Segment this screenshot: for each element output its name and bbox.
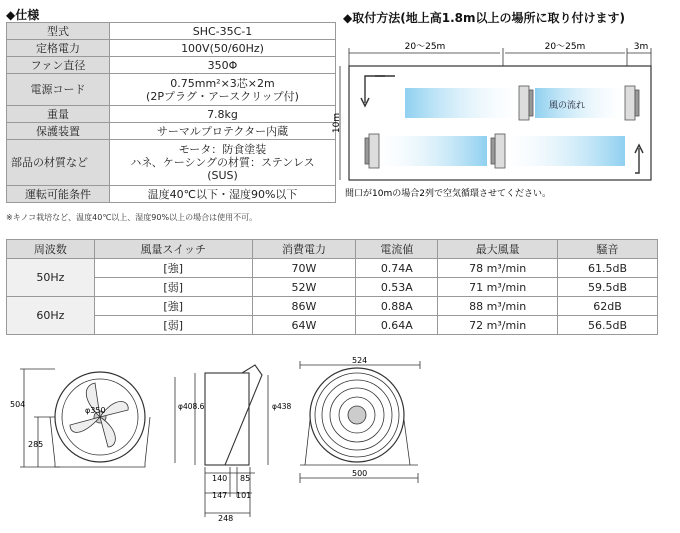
perf-table [6, 239, 658, 335]
table-row [7, 259, 658, 278]
spec-value: 7.8kg [110, 106, 336, 123]
spec-label: 運転可能条件 [7, 186, 110, 203]
spec-value [110, 74, 336, 106]
spec-value: 温度40℃以下・湿度90%以下 [110, 186, 336, 203]
mount-title: ◆取付方法(地上高1.8m以上の場所に取り付けます) [343, 11, 625, 25]
spec-title: ◆仕様 [6, 8, 40, 22]
spec-value-line: (2Pプラグ・アースクリップ付) [146, 89, 299, 103]
spec-value: SHC-35C-1 [110, 23, 336, 40]
dim-a: 20～25m [404, 42, 446, 52]
perf-header: 消費電力 [252, 240, 356, 259]
perf-cell: 88 m³/min [438, 297, 558, 316]
perf-cell: 64W [252, 316, 356, 335]
perf-cell: 0.53A [356, 278, 438, 297]
spec-label: 重量 [7, 106, 110, 123]
fan-icon [491, 138, 495, 164]
dim-c: 3m [633, 42, 649, 52]
flow-band [377, 136, 487, 166]
fan-icon [365, 138, 369, 164]
flow-band [505, 136, 625, 166]
front-view [20, 369, 150, 467]
perf-cell: 62dB [558, 297, 658, 316]
dim-side: 10m [332, 112, 342, 134]
fan-icon [519, 86, 529, 120]
spec-value: 100V(50/60Hz) [110, 40, 336, 57]
back-bottom-label: 500 [352, 469, 368, 478]
fan-icon [369, 134, 379, 168]
perf-cell: 52W [252, 278, 356, 297]
spec-table [6, 22, 336, 203]
spec-note: ※キノコ栽培など、温度40℃以上、湿度90%以上の場合は使用不可。 [6, 213, 258, 222]
spec-label: ファン直径 [7, 57, 110, 74]
spec-value [110, 140, 336, 186]
front-mid-label: 285 [28, 440, 44, 449]
spec-row [7, 74, 336, 106]
fan-icon [529, 90, 533, 116]
perf-cell: 72 m³/min [438, 316, 558, 335]
perf-header-row [7, 240, 658, 259]
perf-freq: 60Hz [7, 297, 95, 335]
front-diam-label: φ350 [85, 406, 106, 415]
perf-cell: [強] [94, 259, 252, 278]
perf-cell: 0.74A [356, 259, 438, 278]
spec-value-line: 0.75mm²×3芯×2m [170, 76, 275, 90]
back-top-label: 524 [352, 356, 368, 365]
perf-cell: 78 m³/min [438, 259, 558, 278]
dim-b: 20～25m [544, 42, 586, 52]
spec-value: 350Φ [110, 57, 336, 74]
spec-row [7, 40, 336, 57]
spec-value-line: ハネ、ケーシングの材質：ステンレス [130, 156, 315, 169]
side-w2-label: 85 [240, 474, 251, 483]
spec-label: 型式 [7, 23, 110, 40]
perf-cell: 0.88A [356, 297, 438, 316]
perf-header: 風量スイッチ [94, 240, 252, 259]
flow-band [405, 88, 520, 118]
perf-cell: 61.5dB [558, 259, 658, 278]
fan-icon [625, 86, 635, 120]
perf-cell: 59.5dB [558, 278, 658, 297]
perf-header: 電流値 [356, 240, 438, 259]
spec-row [7, 140, 336, 186]
perf-cell: [弱] [94, 316, 252, 335]
perf-header: 騒音 [558, 240, 658, 259]
technical-drawings [0, 355, 680, 533]
side-diam2-label: φ438 [272, 402, 292, 411]
spec-value-line: (SUS) [207, 169, 238, 182]
perf-cell: 0.64A [356, 316, 438, 335]
perf-cell: [強] [94, 297, 252, 316]
side-w5-label: 248 [218, 514, 234, 523]
table-row [7, 297, 658, 316]
flow-label: 風の流れ [548, 101, 586, 111]
perf-header: 最大風量 [438, 240, 558, 259]
spec-label: 保護装置 [7, 123, 110, 140]
fan-icon [635, 90, 639, 116]
spec-label: 部品の材質など [7, 140, 110, 186]
side-diam-label: φ408.6 [178, 402, 205, 411]
spec-value: サーマルプロテクター内蔵 [110, 123, 336, 140]
side-w4-label: 101 [236, 491, 252, 500]
mount-note: 間口が10mの場合2列で空気循環させてください。 [345, 189, 551, 199]
perf-cell: [弱] [94, 278, 252, 297]
fan-icon [495, 134, 505, 168]
spec-value-line: モータ：防食塗装 [178, 143, 267, 156]
side-w3-label: 147 [212, 491, 228, 500]
table-row [7, 278, 658, 297]
perf-cell: 70W [252, 259, 356, 278]
back-view [300, 361, 420, 483]
side-w1-label: 140 [212, 474, 228, 483]
spec-label: 定格電力 [7, 40, 110, 57]
table-row [7, 316, 658, 335]
spec-row [7, 186, 336, 203]
spec-row [7, 123, 336, 140]
front-height-label: 504 [10, 400, 26, 409]
perf-header: 周波数 [7, 240, 95, 259]
mount-diagram [332, 28, 675, 199]
spec-row [7, 57, 336, 74]
perf-cell: 71 m³/min [438, 278, 558, 297]
perf-cell: 56.5dB [558, 316, 658, 335]
perf-freq: 50Hz [7, 259, 95, 297]
spec-row [7, 23, 336, 40]
spec-label: 電源コード [7, 74, 110, 106]
spec-row [7, 106, 336, 123]
perf-cell: 86W [252, 297, 356, 316]
